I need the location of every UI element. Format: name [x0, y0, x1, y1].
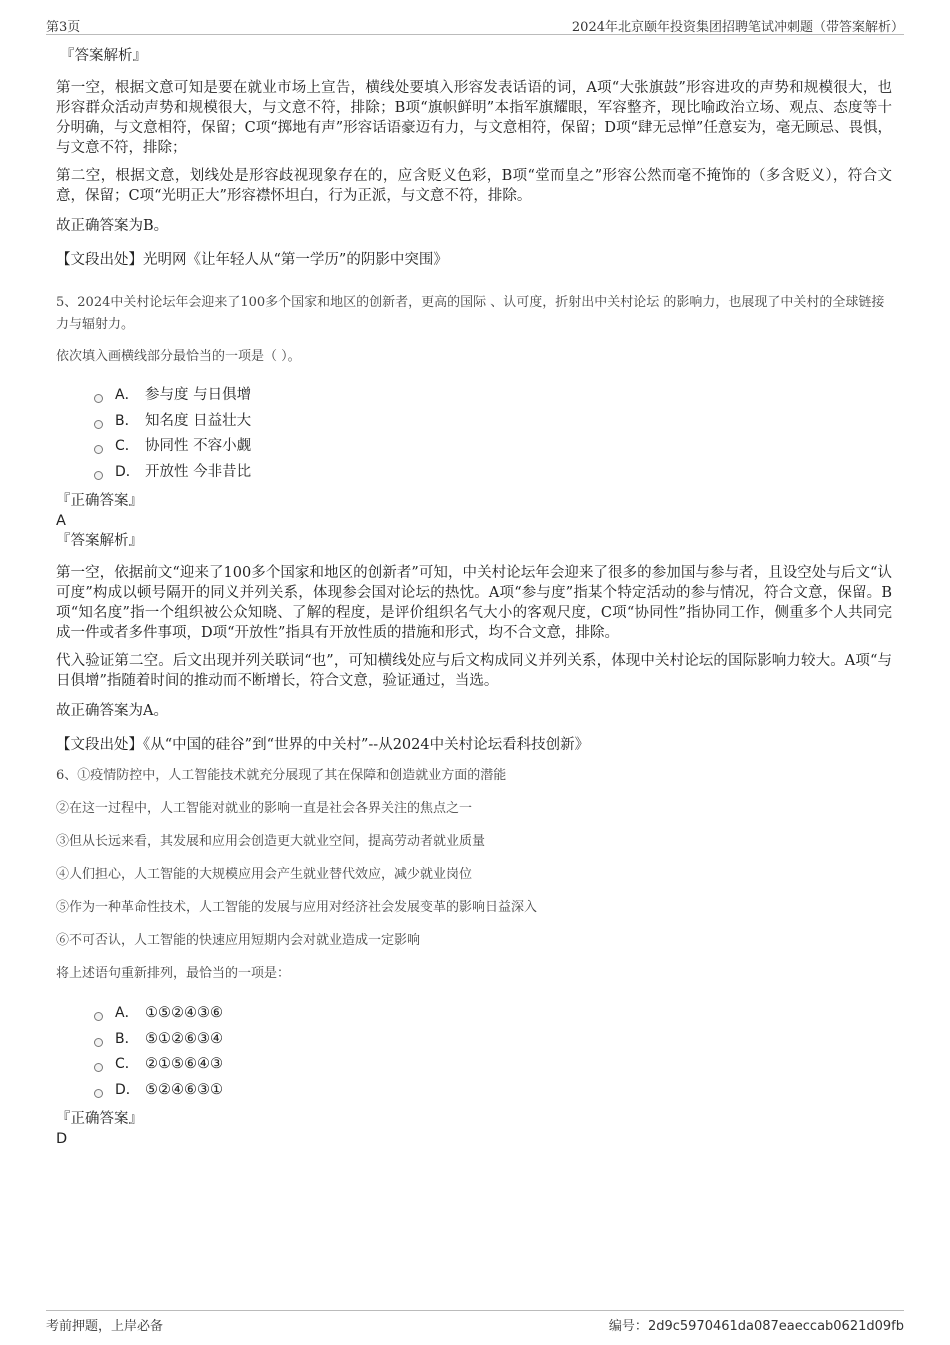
analysis-label: 『答案解析』: [56, 533, 143, 549]
correct-answer: D: [56, 1131, 68, 1147]
option-letter: A．: [115, 387, 139, 403]
footer-slogan: 考前押题，上岸必备: [46, 1319, 164, 1334]
page-number: 第3页: [46, 20, 81, 35]
document-id-label: 编号：: [608, 1319, 648, 1334]
option-text: ②①⑤⑥④③: [145, 1056, 223, 1072]
option-a[interactable]: [94, 1001, 892, 1027]
analysis-label: 『答案解析』: [60, 48, 147, 64]
option-letter: A．: [115, 1005, 139, 1021]
option-text: ⑤②④⑥③①: [145, 1081, 223, 1098]
option-text: 知名度 日益壮大: [145, 412, 252, 429]
radio-icon[interactable]: [94, 394, 103, 403]
option-list: [56, 383, 892, 485]
question-stem: 5、2024中关村论坛年会迎来了100多个国家和地区的创新者，更高的国际 、认可度，折射出中关村论坛 的影响力，也展现了中关村的全球链接力与辐射力。: [56, 295, 885, 332]
option-c[interactable]: [94, 434, 892, 460]
option-text: 开放性 今非昔比: [145, 463, 252, 480]
document-id: [609, 1315, 904, 1334]
option-text: 协同性 不容小觑: [145, 438, 252, 454]
page-header: [46, 14, 904, 35]
radio-icon[interactable]: [94, 420, 103, 429]
sentence-item: 6、①疫情防控中，人工智能技术就充分展现了其在保障和创造就业方面的潜能: [56, 768, 507, 783]
document-body: [56, 46, 892, 1149]
option-list: [56, 1001, 892, 1103]
sentence-item: ②在这一过程中，人工智能对就业的影响一直是社会各界关注的焦点之一: [56, 801, 473, 816]
option-letter: C．: [115, 1056, 139, 1072]
option-text: ①⑤②④③⑥: [145, 1005, 223, 1021]
analysis-paragraph: 代入验证第二空。后文出现并列关联词“也”，可知横线处应与后文构成同义并列关系，体现中关村论坛的国际影响力较大。A项“与日俱增”指随着时间的推动而不断增长，符合文意，验证通过，当选。: [56, 653, 892, 689]
question-prompt: 依次填入画横线部分最恰当的一项是（ ）。: [56, 349, 301, 364]
radio-icon[interactable]: [94, 445, 103, 454]
question-prompt: 将上述语句重新排列，最恰当的一项是：: [56, 966, 291, 981]
option-letter: D．: [115, 1081, 140, 1098]
radio-icon[interactable]: [94, 1063, 103, 1072]
analysis-paragraph: 第一空，根据文意可知是要在就业市场上宣告，横线处要填入形容发表话语的词，A项“大张旗鼓”形容进攻的声势和规模很大，也形容群众活动声势和规模很大，与文意不符，排除；B项“旗帜鲜明”本指军旗耀眼，军容整齐，现比喻政治立场、观点、态度等十分明确，与文意相符，保留；C项“掷地有声”形容话语豪迈有力，与文意相符，保留；D项“肆无忌惮”任意妄为，毫无顾忌、畏惧，与文意不符，排除；: [56, 80, 892, 156]
conclusion: 故正确答案为B。: [56, 218, 169, 234]
page-footer: [46, 1310, 904, 1334]
option-letter: D．: [115, 463, 140, 480]
option-text: ⑤①②⑥③④: [145, 1030, 223, 1047]
analysis-paragraph: 第二空，根据文意，划线处是形容歧视现象存在的，应含贬义色彩，B项“堂而皇之”形容公然而毫不掩饰的（多含贬义），符合文意，保留；C项“光明正大”形容襟怀坦白，行为正派，与文意不符，排除。: [56, 168, 892, 204]
radio-icon[interactable]: [94, 1038, 103, 1047]
source-citation: 【文段出处】《从“中国的硅谷”到“世界的中关村”--从2024中关村论坛看科技创新》: [56, 737, 590, 753]
option-d[interactable]: [94, 460, 892, 486]
document-title: 2024年北京颐年投资集团招聘笔试冲刺题（带答案解析）: [571, 20, 904, 35]
correct-answer: A: [56, 513, 66, 529]
answer-label: 『正确答案』: [56, 1111, 143, 1127]
radio-icon[interactable]: [94, 1012, 103, 1021]
option-text: 参与度 与日俱增: [145, 387, 252, 403]
option-b[interactable]: [94, 409, 892, 435]
option-letter: C．: [115, 438, 139, 454]
answer-label: 『正确答案』: [56, 493, 143, 509]
radio-icon[interactable]: [94, 471, 103, 480]
document-id-value: 2d9c5970461da087eaeccab0621d09fb: [647, 1319, 904, 1334]
sentence-item: ⑥不可否认，人工智能的快速应用短期内会对就业造成一定影响: [56, 933, 421, 948]
option-a[interactable]: [94, 383, 892, 409]
conclusion: 故正确答案为A。: [56, 703, 168, 719]
sentence-item: ③但从长远来看，其发展和应用会创造更大就业空间，提高劳动者就业质量: [56, 834, 486, 849]
option-letter: B．: [115, 1030, 139, 1047]
sentence-item: ⑤作为一种革命性技术，人工智能的发展与应用对经济社会发展变革的影响日益深入: [56, 900, 538, 915]
source-citation: 【文段出处】光明网《让年轻人从“第一学历”的阴影中突围》: [56, 252, 448, 268]
option-b[interactable]: [94, 1027, 892, 1053]
analysis-paragraph: 第一空，依据前文“迎来了100多个国家和地区的创新者”可知，中关村论坛年会迎来了很多的参加国与参与者，且设空处与后文“认可度”构成以顿号隔开的同义并列关系，体现参会国对论坛的热忱。A项“参与度”指某个特定活动的参与情况，符合文意，保留。B项“知名度”指一个组织被公众知晓、了解的程度，是评价组织名气大小的客观尺度，C项“协同性”指协同工作，侧重多个人共同完成一件或者多件事项，D项“开放性”指具有开放性质的措施和形式，均不合文意，排除。: [56, 565, 892, 641]
option-letter: B．: [115, 412, 139, 429]
option-d[interactable]: [94, 1078, 892, 1104]
radio-icon[interactable]: [94, 1089, 103, 1098]
option-c[interactable]: [94, 1052, 892, 1078]
sentence-item: ④人们担心，人工智能的大规模应用会产生就业替代效应，减少就业岗位: [56, 867, 473, 882]
